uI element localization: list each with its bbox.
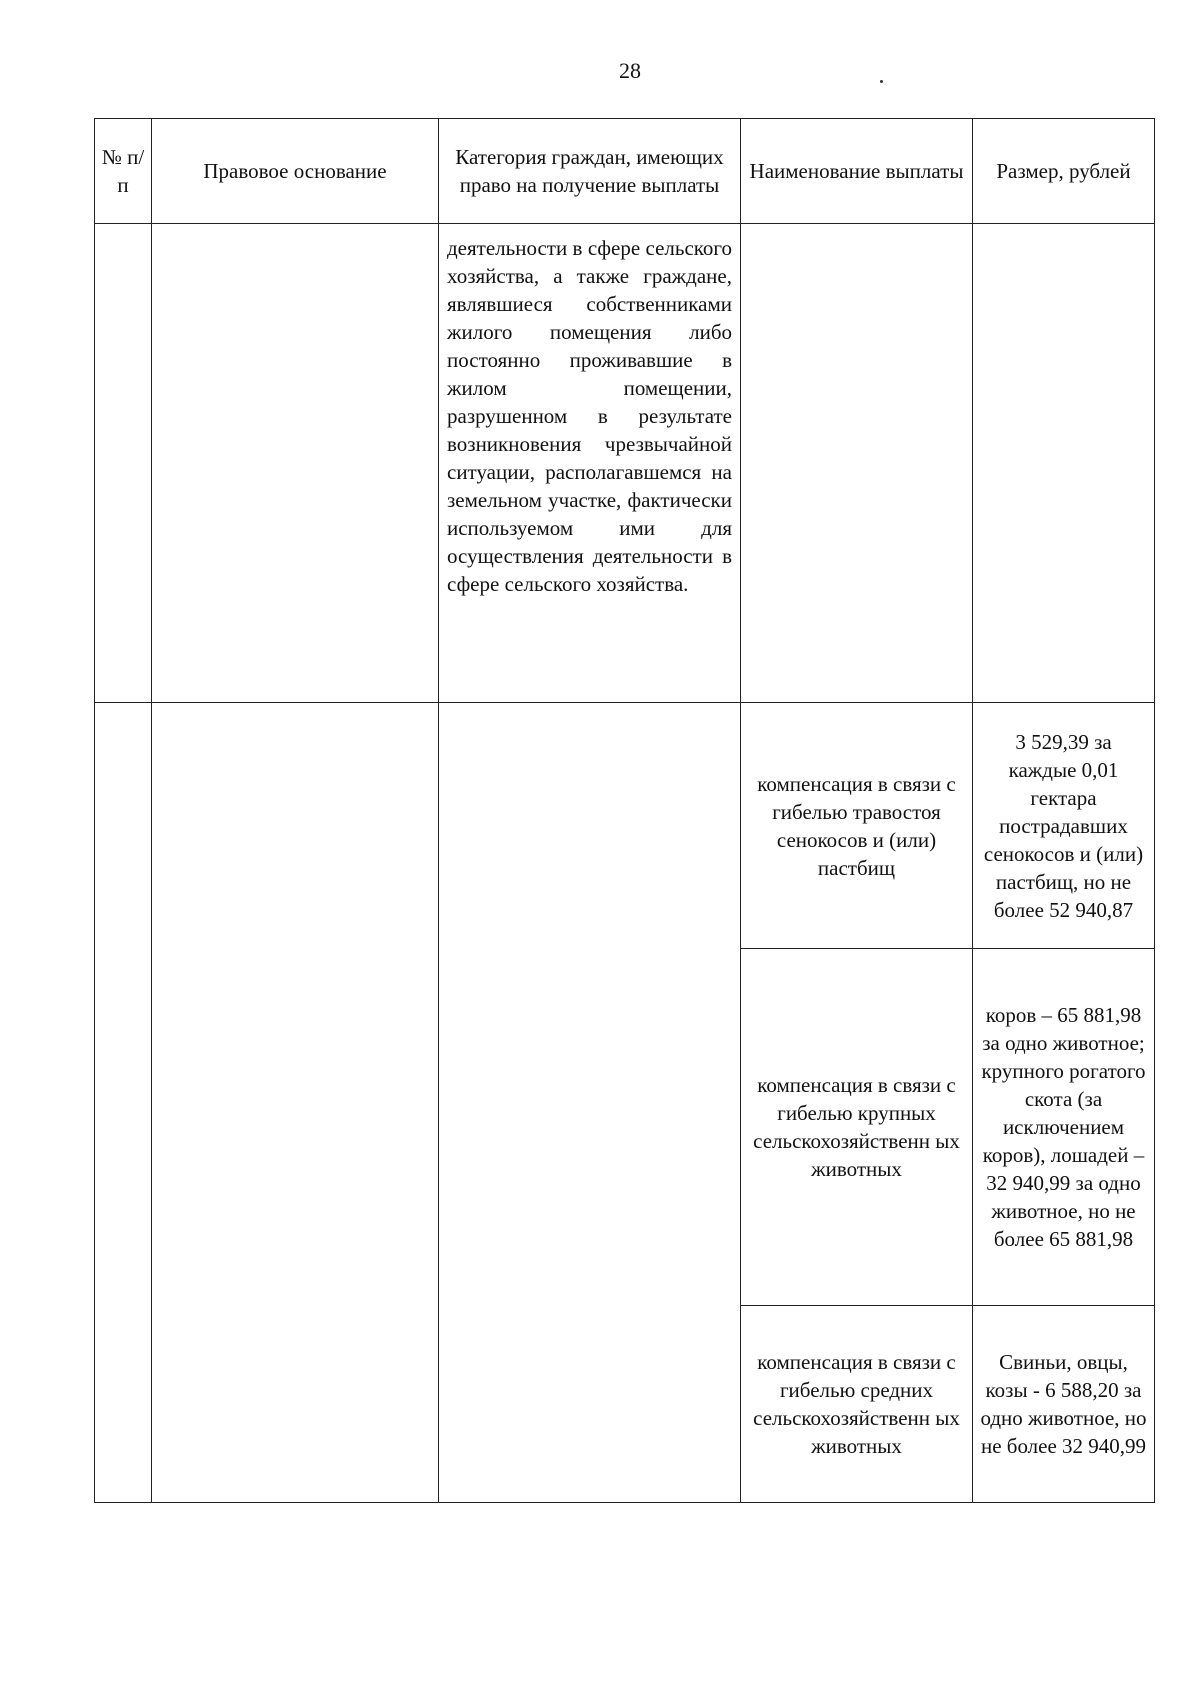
cell-citizen-category: деятельности в сфере сельского хозяйства, а также граждане, являвшиеся собственниками жилого помещения либо постоянно проживавшие в жилом помещении, разрушенном в результате возникновения чрезвычайной ситуации, располагавшемся на земельном участке, фактически используемом ими для осуществления деятельности в сфере сельского хозяйства. — [439, 224, 741, 703]
cell-amount — [973, 224, 1155, 703]
cell-number — [95, 703, 152, 1503]
cell-payment-name: компенсация в связи с гибелью средних сельскохозяйственн ых животных — [741, 1306, 973, 1503]
table-row — [95, 224, 1155, 703]
payments-table — [94, 118, 1155, 1503]
cell-payment-name — [741, 224, 973, 703]
header-amount: Размер, рублей — [973, 119, 1155, 224]
cell-citizen-category — [439, 703, 741, 1503]
cell-amount: 3 529,39 за каждые 0,01 гектара пострадавших сенокосов и (или) пастбищ, но не более 52 940,87 — [973, 703, 1155, 949]
cell-legal-basis — [152, 703, 439, 1503]
table-header-row — [95, 119, 1155, 224]
cell-legal-basis — [152, 224, 439, 703]
header-payment-name: Наименование выплаты — [741, 119, 973, 224]
cell-number — [95, 224, 152, 703]
header-number: № п/п — [95, 119, 152, 224]
header-citizen-category: Категория граждан, имеющих право на получение выплаты — [439, 119, 741, 224]
cell-amount: Свиньи, овцы, козы - 6 588,20 за одно животное, но не более 32 940,99 — [973, 1306, 1155, 1503]
scan-speck — [880, 80, 883, 83]
header-legal-basis: Правовое основание — [152, 119, 439, 224]
page-number: 28 — [619, 58, 641, 83]
cell-amount: коров – 65 881,98 за одно животное; крупного рогатого скота (за исключением коров), лошадей – 32 940,99 за одно животное, но не более 65 881,98 — [973, 949, 1155, 1306]
table-row — [95, 703, 1155, 949]
cell-payment-name: компенсация в связи с гибелью крупных сельскохозяйственн ых животных — [741, 949, 973, 1306]
cell-payment-name: компенсация в связи с гибелью травостоя сенокосов и (или) пастбищ — [741, 703, 973, 949]
